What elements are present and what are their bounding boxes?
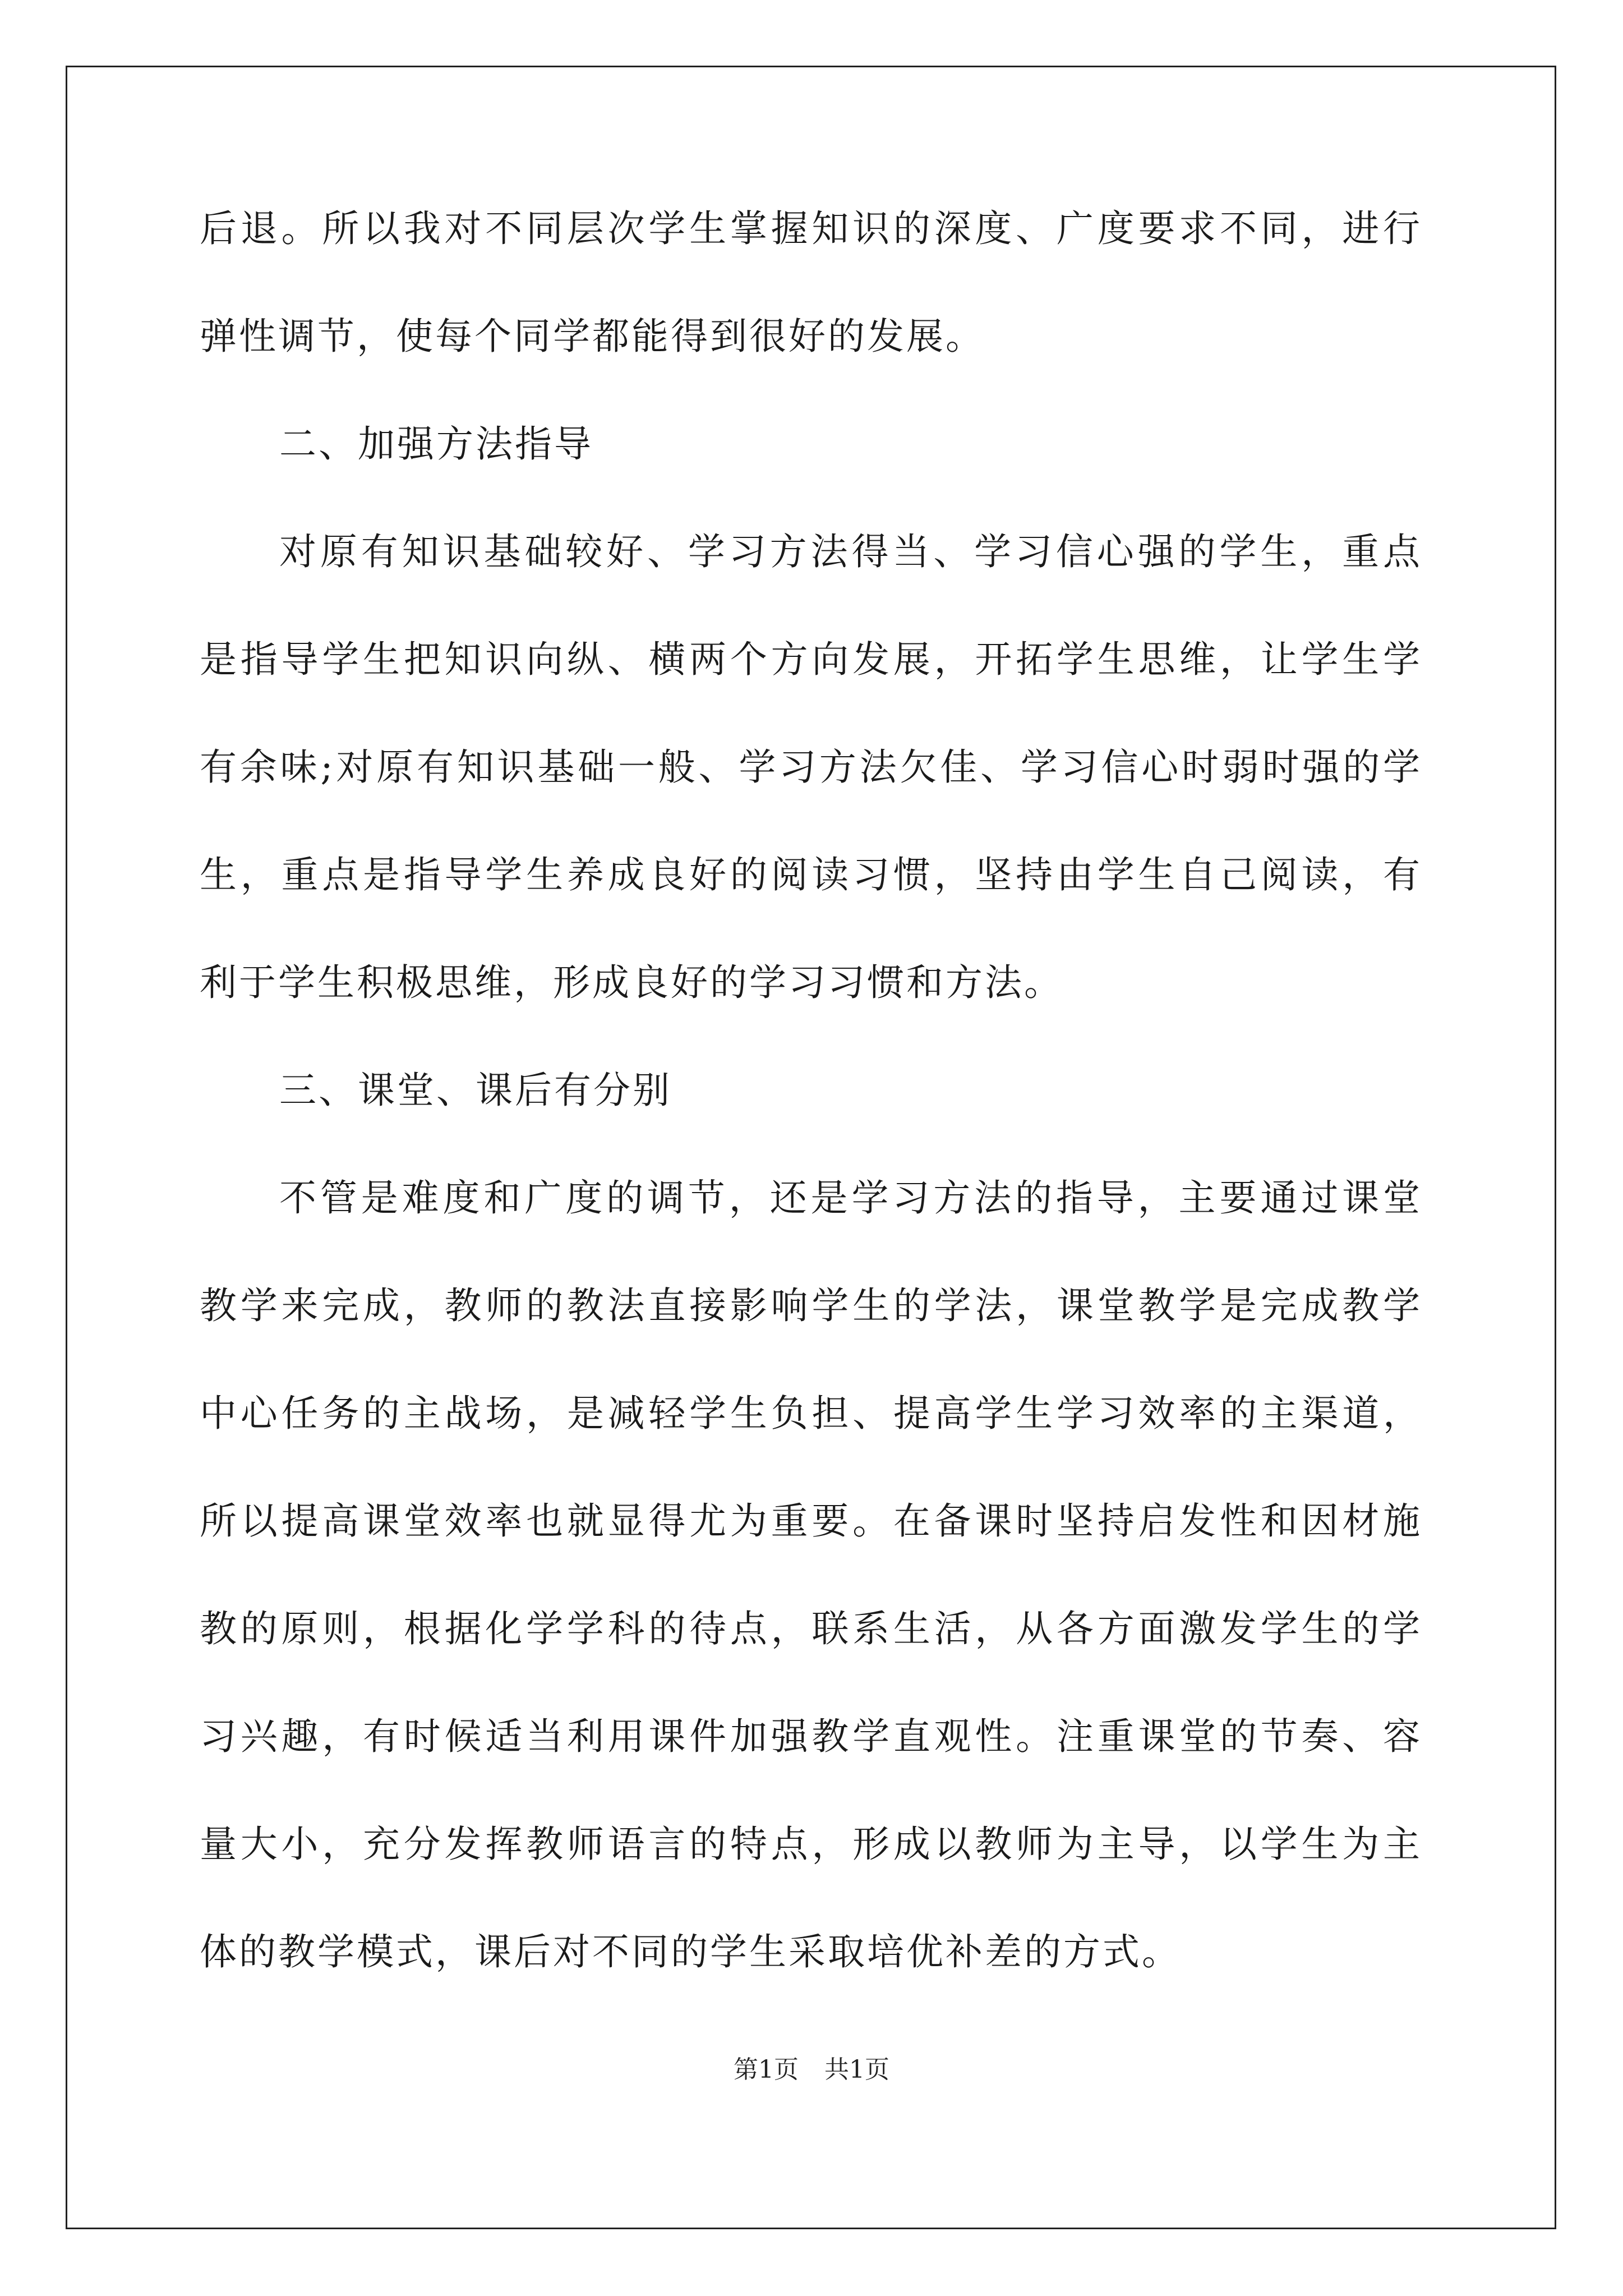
section-heading: 二、加强方法指导	[279, 422, 593, 466]
section-heading: 三、课堂、课后有分别	[279, 1069, 672, 1112]
paragraph-line: 不管是难度和广度的调节，还是学习方法的指导，主要通过课堂	[279, 1176, 1422, 1220]
paragraph-line: 体的教学模式，课后对不同的学生采取培优补差的方式。	[200, 1930, 1181, 1973]
paragraph-line: 教学来完成，教师的教法直接影响学生的学法，课堂教学是完成教学	[200, 1284, 1422, 1327]
paragraph-line: 习兴趣，有时候适当利用课件加强教学直观性。注重课堂的节奏、容	[200, 1715, 1422, 1758]
paragraph-line: 是指导学生把知识向纵、横两个方向发展，开拓学生思维，让学生学	[200, 638, 1422, 681]
paragraph-line: 所以提高课堂效率也就显得尤为重要。在备课时坚持启发性和因材施	[200, 1499, 1422, 1543]
document-body	[200, 202, 1422, 2033]
page-footer	[0, 2053, 1623, 2087]
paragraph-line: 利于学生积极思维，形成良好的学习习惯和方法。	[200, 961, 1063, 1004]
paragraph-line: 生，重点是指导学生养成良好的阅读习惯，坚持由学生自己阅读，有	[200, 853, 1422, 896]
page-count: 共1页	[824, 2055, 889, 2084]
paragraph-line: 对原有知识基础较好、学习方法得当、学习信心强的学生，重点	[279, 530, 1422, 573]
paragraph-line: 中心任务的主战场，是减轻学生负担、提高学生学习效率的主渠道，	[200, 1392, 1422, 1435]
paragraph-line: 有余味;对原有知识基础一般、学习方法欠佳、学习信心时弱时强的学	[200, 746, 1422, 789]
paragraph-line: 后退。所以我对不同层次学生掌握知识的深度、广度要求不同，进行	[200, 207, 1422, 250]
paragraph-line: 教的原则，根据化学学科的待点，联系生活，从各方面激发学生的学	[200, 1607, 1422, 1650]
page-number: 第1页	[734, 2055, 799, 2084]
paragraph-line: 量大小，充分发挥教师语言的特点，形成以教师为主导，以学生为主	[200, 1823, 1422, 1866]
paragraph-line: 弹性调节，使每个同学都能得到很好的发展。	[200, 315, 985, 358]
